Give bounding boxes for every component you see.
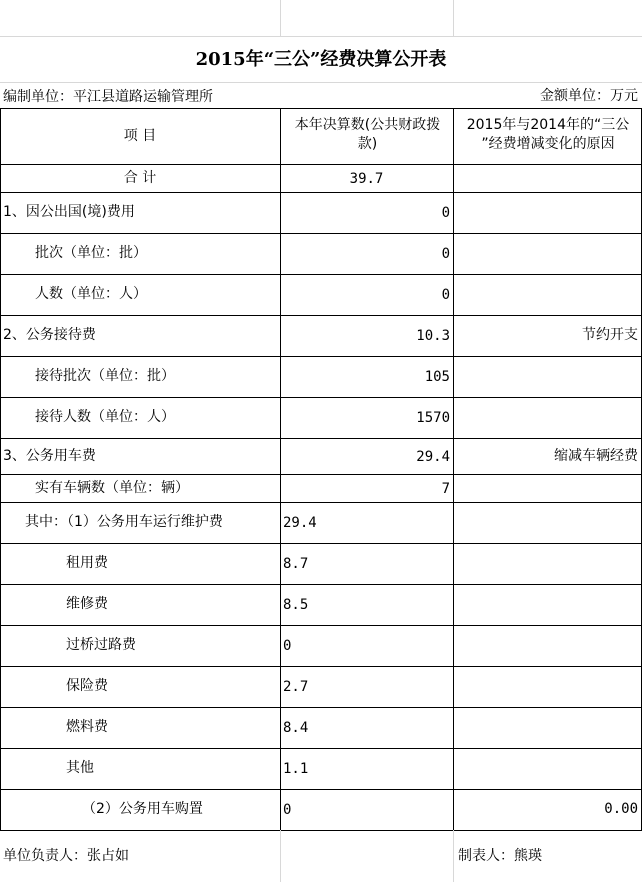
- row-label: 其中：（1）公务用车运行维护费: [25, 514, 223, 530]
- row-reason: [455, 707, 638, 748]
- footer-preparer: 制表人：熊瑛: [458, 848, 542, 864]
- row-reason: [455, 397, 638, 438]
- row-amount: 0: [441, 205, 450, 221]
- row-amount: 1570: [416, 410, 450, 426]
- row-reason: [455, 164, 638, 192]
- table-border: [0, 108, 1, 831]
- row-label: 1、因公出国(境)费用: [3, 204, 135, 220]
- row-amount: 29.4: [416, 449, 450, 465]
- gridline: [453, 0, 454, 37]
- compiling-unit: 编制单位：平江县道路运输管理所: [3, 89, 213, 105]
- row-reason: [455, 502, 638, 543]
- row-label: 接待批次（单位：批）: [35, 368, 175, 384]
- row-reason: [455, 233, 638, 274]
- row-reason: [455, 543, 638, 584]
- row-reason: [455, 274, 638, 315]
- row-amount: 0: [283, 802, 292, 818]
- gridline: [0, 82, 642, 83]
- row-label: 2、公务接待费: [3, 327, 96, 343]
- row-label: 3、公务用车费: [3, 448, 96, 464]
- header-reason-line2: ”经费增减变化的原因: [481, 136, 615, 152]
- row-amount: 10.3: [416, 328, 450, 344]
- footer-responsible: 单位负责人：张占如: [3, 848, 129, 864]
- table-border: [280, 108, 281, 831]
- row-amount: 8.4: [283, 720, 309, 736]
- row-label: 维修费: [66, 596, 108, 612]
- amount-unit: 金额单位：万元: [540, 88, 638, 104]
- row-amount: 0: [441, 287, 450, 303]
- gridline: [280, 830, 281, 882]
- total-label: 合 计: [123, 170, 157, 186]
- row-label: 过桥过路费: [66, 637, 136, 653]
- row-label: （2）公务用车购置: [82, 801, 203, 817]
- gridline: [453, 830, 454, 882]
- row-label: 接待人数（单位：人）: [35, 409, 175, 425]
- row-amount: 8.5: [283, 597, 309, 613]
- row-reason: 缩减车辆经费: [554, 448, 638, 464]
- row-amount: 1.1: [283, 761, 309, 777]
- row-amount: 0: [283, 638, 292, 654]
- table-border: [0, 830, 642, 831]
- row-reason: [455, 748, 638, 789]
- row-amount: 7: [441, 481, 450, 497]
- row-label: 人数（单位：人）: [35, 286, 147, 302]
- row-label: 实有车辆数（单位：辆）: [35, 480, 189, 496]
- total-amount: 39.7: [349, 171, 384, 187]
- row-reason: [455, 356, 638, 397]
- row-amount: 0: [441, 246, 450, 262]
- row-amount: 105: [424, 369, 450, 385]
- row-reason: [455, 474, 638, 502]
- row-label: 批次（单位：批）: [35, 245, 147, 261]
- row-amount: 29.4: [283, 515, 317, 531]
- table-border: [453, 108, 454, 831]
- row-reason: [455, 192, 638, 233]
- header-reason-line1: 2015年与2014年的“三公: [466, 117, 630, 133]
- page-title: 2015年“三公”经费决算公开表: [195, 49, 447, 70]
- row-reason: 0.00: [604, 801, 638, 817]
- header-amount-line2: 款): [357, 136, 378, 152]
- row-label: 其他: [66, 760, 94, 776]
- row-reason: [455, 666, 638, 707]
- header-item: 项 目: [123, 128, 157, 144]
- row-label: 燃料费: [66, 719, 108, 735]
- header-amount-line1: 本年决算数(公共财政拨: [294, 117, 441, 133]
- row-reason: [455, 584, 638, 625]
- row-label: 租用费: [66, 555, 108, 571]
- gridline: [280, 0, 281, 37]
- row-label: 保险费: [66, 678, 108, 694]
- row-reason: 节约开支: [582, 327, 638, 343]
- row-amount: 2.7: [283, 679, 309, 695]
- row-amount: 8.7: [283, 556, 309, 572]
- row-reason: [455, 625, 638, 666]
